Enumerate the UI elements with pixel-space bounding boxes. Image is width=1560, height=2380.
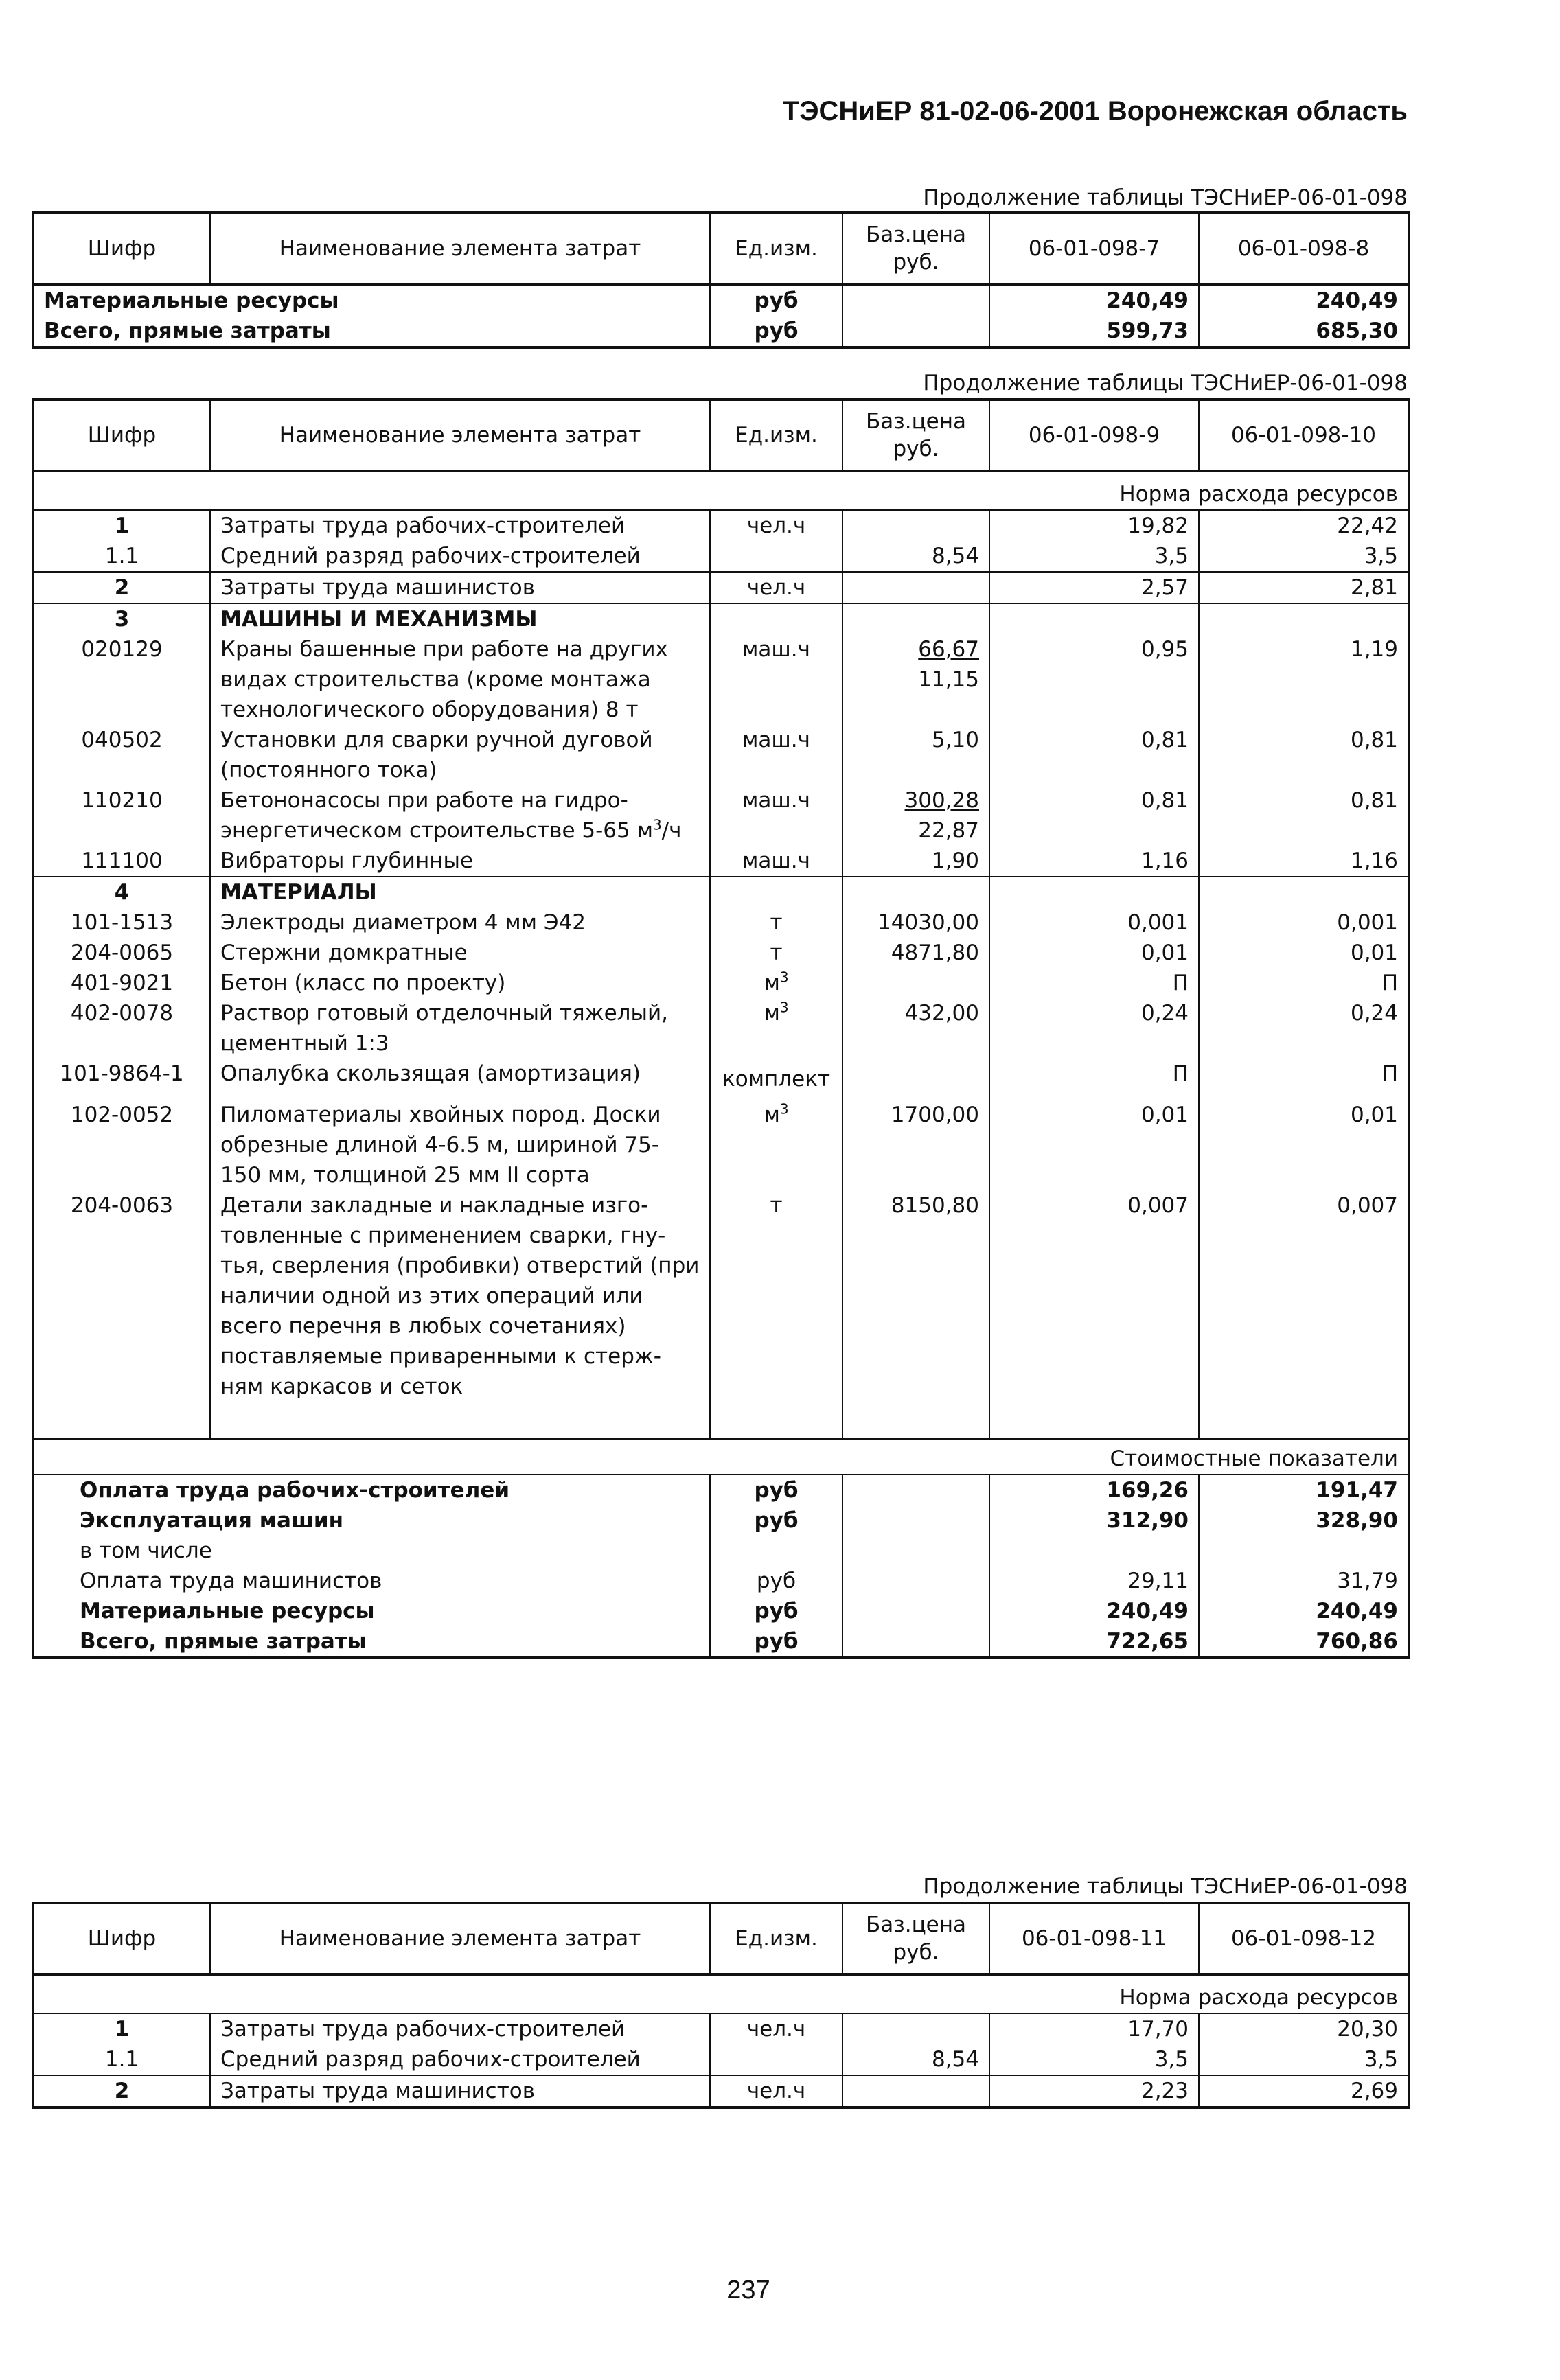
row-value-b: 0,001 — [1199, 908, 1409, 938]
row-value-a: 0,81 — [989, 725, 1199, 785]
table-row — [33, 634, 1409, 725]
row-name: Бетон (класс по проекту) — [210, 968, 710, 998]
row-value-b: 1,16 — [1199, 846, 1409, 877]
col-b-header: 06-01-098-12 — [1199, 1903, 1409, 1974]
row-name: Пиломатериалы хвойных пород. Доски обрезные длиной 4-6.5 м, шириной 75-150 мм, толщиной 25 мм II сорта — [210, 1100, 710, 1190]
empty-cell — [842, 1566, 989, 1596]
table-row — [33, 2013, 1409, 2044]
empty-cell — [842, 1596, 989, 1626]
row-unit: чел.ч — [710, 2075, 842, 2107]
cost-name: Всего, прямые затраты — [33, 1626, 710, 1658]
table-header-row — [33, 400, 1409, 471]
table-row — [33, 725, 1409, 785]
superscript: 3 — [652, 816, 662, 833]
row-code: 1 — [33, 2013, 210, 2044]
row-value-a: 599,73 — [989, 316, 1199, 347]
row-code: 111100 — [33, 846, 210, 877]
row-name: Затраты труда машинистов — [210, 2075, 710, 2107]
unit-text: м — [764, 1102, 780, 1127]
table-row — [33, 541, 1409, 572]
section-code: 4 — [33, 877, 210, 908]
row-name: Стержни домкратные — [210, 938, 710, 968]
row-code: 1 — [33, 510, 210, 541]
norm-label: Норма расхода ресурсов — [33, 1974, 1409, 2013]
cost-row — [33, 1566, 1409, 1596]
cost-row — [33, 1596, 1409, 1626]
row-price — [842, 284, 989, 316]
row-value-b: 22,42 — [1199, 510, 1409, 541]
row-unit: чел.ч — [710, 572, 842, 603]
row-code: 402-0078 — [33, 998, 210, 1059]
row-value-a: 240,49 — [989, 284, 1199, 316]
col-price-header: Баз.цена руб. — [842, 213, 989, 284]
col-code-header: Шифр — [33, 1903, 210, 1974]
row-value-a: П — [989, 1059, 1199, 1100]
row-value-a: 3,5 — [989, 2044, 1199, 2075]
col-code-header: Шифр — [33, 213, 210, 284]
row-price: 8150,80 — [842, 1190, 989, 1402]
row-price: 8,54 — [842, 2044, 989, 2075]
document-header: ТЭСНиЕР 81-02-06-2001 Воронежская область — [782, 96, 1408, 126]
table-header-row — [33, 1903, 1409, 1974]
continuation-label-2: Продолжение таблицы ТЭСНиЕР-06-01-098 — [923, 371, 1408, 395]
row-value-b: 685,30 — [1199, 316, 1409, 347]
superscript: 3 — [779, 1100, 789, 1118]
table-row — [33, 968, 1409, 998]
row-price — [842, 510, 989, 541]
row-value-a: 0,95 — [989, 634, 1199, 725]
cost-row — [33, 1626, 1409, 1658]
cost-unit — [710, 1536, 842, 1566]
row-name-tail: /ч — [661, 818, 682, 843]
row-value-a: 0,007 — [989, 1190, 1199, 1402]
price-total: 300,28 — [904, 788, 979, 813]
cost-value-b — [1199, 1536, 1409, 1566]
empty-cell — [842, 1505, 989, 1536]
empty-cell — [710, 603, 842, 634]
row-price: 8,54 — [842, 541, 989, 572]
norm-label-row — [33, 471, 1409, 510]
row-value-b: 1,19 — [1199, 634, 1409, 725]
row-value-a: 3,5 — [989, 541, 1199, 572]
cost-row — [33, 1475, 1409, 1505]
row-unit: чел.ч — [710, 510, 842, 541]
empty-cell — [710, 1402, 842, 1439]
row-unit: маш.ч — [710, 846, 842, 877]
empty-cell — [989, 877, 1199, 908]
row-unit: т — [710, 908, 842, 938]
empty-cell — [842, 1536, 989, 1566]
cost-label: Стоимостные показатели — [33, 1439, 1409, 1475]
row-price: 1700,00 — [842, 1100, 989, 1190]
superscript: 3 — [779, 969, 789, 986]
cost-row — [33, 1505, 1409, 1536]
empty-cell — [842, 603, 989, 634]
row-name: Установки для сварки ручной дуговой (постоянного тока) — [210, 725, 710, 785]
row-name: Затраты труда рабочих-строителей — [210, 2013, 710, 2044]
section-title: МАТЕРИАЛЫ — [210, 877, 710, 908]
row-price — [842, 1059, 989, 1100]
row-code: 040502 — [33, 725, 210, 785]
section-code: 3 — [33, 603, 210, 634]
row-value-a: 0,01 — [989, 1100, 1199, 1190]
row-price — [842, 2013, 989, 2044]
row-name: Всего, прямые затраты — [33, 316, 710, 347]
row-unit — [710, 998, 842, 1059]
row-value-b: 240,49 — [1199, 284, 1409, 316]
row-value-a: 0,001 — [989, 908, 1199, 938]
row-value-b: 0,24 — [1199, 998, 1409, 1059]
row-value-a: 0,81 — [989, 785, 1199, 846]
cost-value-a — [989, 1536, 1199, 1566]
col-code-header: Шифр — [33, 400, 210, 471]
table-row — [33, 998, 1409, 1059]
cost-value-a: 312,90 — [989, 1505, 1199, 1536]
row-name: Средний разряд рабочих-строителей — [210, 2044, 710, 2075]
row-value-a: 2,57 — [989, 572, 1199, 603]
row-value-b: 3,5 — [1199, 2044, 1409, 2075]
col-price-header: Баз.цена руб. — [842, 400, 989, 471]
col-a-header: 06-01-098-11 — [989, 1903, 1199, 1974]
cost-value-a: 240,49 — [989, 1596, 1199, 1626]
table-row — [33, 316, 1409, 347]
cost-name: в том числе — [33, 1536, 710, 1566]
table-row — [33, 785, 1409, 846]
row-price: 1,90 — [842, 846, 989, 877]
empty-cell — [842, 877, 989, 908]
unit-text: м — [764, 971, 780, 995]
cost-value-a: 29,11 — [989, 1566, 1199, 1596]
cost-unit: руб — [710, 1626, 842, 1658]
cost-name: Оплата труда машинистов — [33, 1566, 710, 1596]
row-unit: т — [710, 1190, 842, 1402]
row-name: Средний разряд рабочих-строителей — [210, 541, 710, 572]
row-name: Краны башенные при работе на других видах строительства (кроме монтажа технологического оборудования) 8 т — [210, 634, 710, 725]
row-price — [842, 316, 989, 347]
col-name-header: Наименование элемента затрат — [210, 1903, 710, 1974]
col-b-header: 06-01-098-8 — [1199, 213, 1409, 284]
row-value-b: 2,69 — [1199, 2075, 1409, 2107]
empty-cell — [710, 877, 842, 908]
row-name: Детали закладные и накладные изго-товленные с применением сварки, гну-тья, сверления (пробивки) отверстий (при наличии одной из этих операций или всего перечня в любых сочетаниях) поставляемые приваренными к стерж-ням каркасов и сеток — [210, 1190, 710, 1402]
row-name: Вибраторы глубинные — [210, 846, 710, 877]
empty-cell — [1199, 603, 1409, 634]
row-price: 4871,80 — [842, 938, 989, 968]
row-name: Электроды диаметром 4 мм Э42 — [210, 908, 710, 938]
col-price-header: Баз.цена руб. — [842, 1903, 989, 1974]
row-name: Затраты труда машинистов — [210, 572, 710, 603]
col-name-header: Наименование элемента затрат — [210, 213, 710, 284]
cost-row — [33, 1536, 1409, 1566]
continuation-label-3: Продолжение таблицы ТЭСНиЕР-06-01-098 — [923, 1874, 1408, 1899]
row-unit: комплект — [710, 1059, 842, 1100]
row-price: 5,10 — [842, 725, 989, 785]
resource-table-3 — [32, 1902, 1410, 2109]
cost-name: Оплата труда рабочих-строителей — [33, 1475, 710, 1505]
continuation-label-1: Продолжение таблицы ТЭСНиЕР-06-01-098 — [923, 185, 1408, 210]
row-value-a: 2,23 — [989, 2075, 1199, 2107]
empty-cell — [210, 1402, 710, 1439]
col-name-header: Наименование элемента затрат — [210, 400, 710, 471]
row-price: 432,00 — [842, 998, 989, 1059]
table-row — [33, 284, 1409, 316]
empty-cell — [1199, 877, 1409, 908]
row-unit — [710, 968, 842, 998]
col-unit-header: Ед.изм. — [710, 213, 842, 284]
cost-value-b: 31,79 — [1199, 1566, 1409, 1596]
table-row — [33, 846, 1409, 877]
row-code: 1.1 — [33, 541, 210, 572]
cost-value-b: 328,90 — [1199, 1505, 1409, 1536]
cost-value-a: 169,26 — [989, 1475, 1199, 1505]
row-code: 2 — [33, 572, 210, 603]
row-price — [842, 785, 989, 846]
row-code: 102-0052 — [33, 1100, 210, 1190]
price-labor: 22,87 — [918, 818, 979, 843]
cost-label-row — [33, 1439, 1409, 1475]
row-price — [842, 2075, 989, 2107]
price-labor: 11,15 — [918, 667, 979, 692]
cost-name: Материальные ресурсы — [33, 1596, 710, 1626]
row-name-text: Бетононасосы при работе на гидро-энергетическом строительстве 5-65 м — [220, 788, 653, 843]
row-name: Материальные ресурсы — [33, 284, 710, 316]
row-value-b: 0,007 — [1199, 1190, 1409, 1402]
section-title: МАШИНЫ И МЕХАНИЗМЫ — [210, 603, 710, 634]
row-code: 2 — [33, 2075, 210, 2107]
resource-table-2 — [32, 398, 1410, 1659]
row-value-b: 20,30 — [1199, 2013, 1409, 2044]
resource-table-1 — [32, 211, 1410, 349]
empty-cell — [1199, 1402, 1409, 1439]
section-header-row — [33, 603, 1409, 634]
unit-text: м — [764, 1001, 780, 1026]
table-header-row — [33, 213, 1409, 284]
row-name: Опалубка скользящая (амортизация) — [210, 1059, 710, 1100]
row-unit — [710, 541, 842, 572]
row-code: 401-9021 — [33, 968, 210, 998]
row-unit — [710, 2044, 842, 2075]
row-code: 1.1 — [33, 2044, 210, 2075]
spacer-row — [33, 1402, 1409, 1439]
table-row — [33, 908, 1409, 938]
col-unit-header: Ед.изм. — [710, 400, 842, 471]
cost-value-b: 191,47 — [1199, 1475, 1409, 1505]
row-code: 101-1513 — [33, 908, 210, 938]
row-price — [842, 968, 989, 998]
table-row — [33, 2075, 1409, 2107]
row-code: 020129 — [33, 634, 210, 725]
row-unit: руб — [710, 316, 842, 347]
row-code: 110210 — [33, 785, 210, 846]
row-value-b: 0,01 — [1199, 1100, 1409, 1190]
row-value-b: 0,01 — [1199, 938, 1409, 968]
norm-label: Норма расхода ресурсов — [33, 471, 1409, 510]
col-a-header: 06-01-098-7 — [989, 213, 1199, 284]
empty-cell — [989, 1402, 1199, 1439]
cost-unit: руб — [710, 1566, 842, 1596]
row-value-b: 0,81 — [1199, 785, 1409, 846]
row-unit — [710, 1100, 842, 1190]
row-value-a: 0,24 — [989, 998, 1199, 1059]
cost-value-a: 722,65 — [989, 1626, 1199, 1658]
empty-cell — [842, 1475, 989, 1505]
table-row — [33, 1100, 1409, 1190]
page-number: 237 — [726, 2276, 770, 2304]
row-value-a: 1,16 — [989, 846, 1199, 877]
cost-unit: руб — [710, 1505, 842, 1536]
row-value-b: 3,5 — [1199, 541, 1409, 572]
cost-value-b: 760,86 — [1199, 1626, 1409, 1658]
row-unit: руб — [710, 284, 842, 316]
row-value-b: П — [1199, 968, 1409, 998]
row-name — [210, 785, 710, 846]
row-code: 101-9864-1 — [33, 1059, 210, 1100]
row-name: Затраты труда рабочих-строителей — [210, 510, 710, 541]
row-value-a: 19,82 — [989, 510, 1199, 541]
row-unit: маш.ч — [710, 725, 842, 785]
section-header-row — [33, 877, 1409, 908]
table-row — [33, 1190, 1409, 1402]
row-price — [842, 572, 989, 603]
table-row — [33, 2044, 1409, 2075]
table-row — [33, 572, 1409, 603]
empty-cell — [842, 1626, 989, 1658]
cost-name: Эксплуатация машин — [33, 1505, 710, 1536]
empty-cell — [842, 1402, 989, 1439]
row-unit: чел.ч — [710, 2013, 842, 2044]
superscript: 3 — [779, 999, 789, 1016]
row-code: 204-0063 — [33, 1190, 210, 1402]
empty-cell — [33, 1402, 210, 1439]
row-name: Раствор готовый отделочный тяжелый, цементный 1:3 — [210, 998, 710, 1059]
table-row — [33, 1059, 1409, 1100]
col-a-header: 06-01-098-9 — [989, 400, 1199, 471]
row-value-a: П — [989, 968, 1199, 998]
row-value-b: П — [1199, 1059, 1409, 1100]
row-value-a: 17,70 — [989, 2013, 1199, 2044]
row-price — [842, 634, 989, 725]
cost-unit: руб — [710, 1596, 842, 1626]
row-price: 14030,00 — [842, 908, 989, 938]
row-unit: маш.ч — [710, 634, 842, 725]
norm-label-row — [33, 1974, 1409, 2013]
row-unit: т — [710, 938, 842, 968]
cost-unit: руб — [710, 1475, 842, 1505]
table-row — [33, 510, 1409, 541]
empty-cell — [989, 603, 1199, 634]
col-unit-header: Ед.изм. — [710, 1903, 842, 1974]
col-b-header: 06-01-098-10 — [1199, 400, 1409, 471]
row-value-a: 0,01 — [989, 938, 1199, 968]
price-total: 66,67 — [918, 637, 979, 662]
row-unit: маш.ч — [710, 785, 842, 846]
table-row — [33, 938, 1409, 968]
row-value-b: 2,81 — [1199, 572, 1409, 603]
cost-value-b: 240,49 — [1199, 1596, 1409, 1626]
row-value-b: 0,81 — [1199, 725, 1409, 785]
row-code: 204-0065 — [33, 938, 210, 968]
